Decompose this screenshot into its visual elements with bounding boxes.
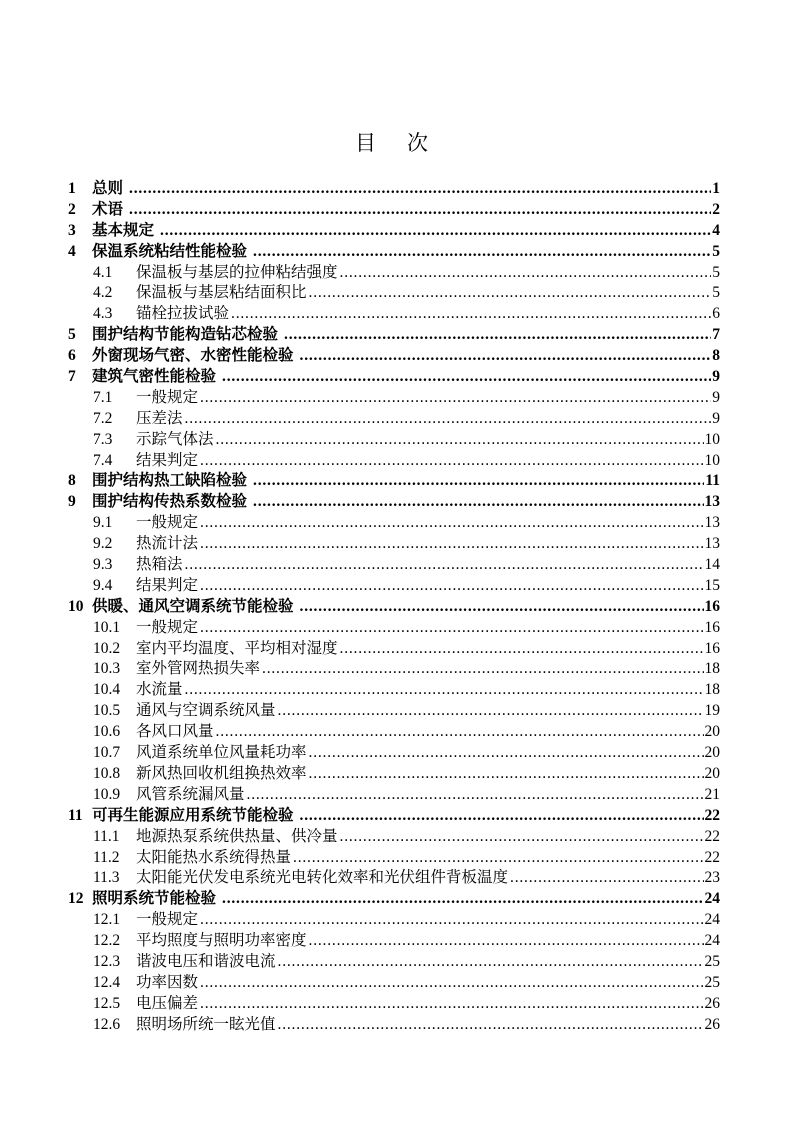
toc-entry-number: 4.2 — [93, 284, 113, 302]
toc-entry-title: 风管系统漏风量 — [136, 785, 245, 803]
toc-dot-leader — [262, 659, 703, 680]
toc-entry-page: 20 — [704, 764, 720, 782]
toc-entry-page: 22 — [704, 827, 720, 845]
toc-entry — [68, 451, 720, 472]
toc-entry-title: 太阳能光伏发电系统光电转化效率和光伏组件背板温度 — [136, 869, 509, 887]
toc-dot-leader — [200, 513, 703, 534]
toc-entry — [68, 471, 720, 492]
toc-entry-title: 一般规定 — [136, 911, 199, 929]
toc-entry-number: 11.1 — [93, 827, 120, 845]
toc-entry-number: 9.2 — [93, 535, 113, 553]
toc-entry-title: 各风口风量 — [136, 723, 214, 741]
toc-entry-number: 12.1 — [93, 911, 121, 929]
toc-entry-title: 平均照度与照明功率密度 — [136, 932, 307, 950]
toc-dot-leader — [231, 304, 711, 325]
toc-entry-page: 2 — [712, 200, 720, 218]
toc-entry-page: 9 — [712, 368, 720, 386]
toc-dot-leader — [300, 597, 704, 618]
toc-entry — [68, 659, 720, 680]
toc-entry-title: 谐波电压和谐波电流 — [136, 952, 276, 970]
toc-entry-number: 3 — [68, 221, 76, 239]
toc-entry — [68, 701, 720, 722]
toc-dot-leader — [284, 325, 711, 346]
toc-entry — [68, 722, 720, 743]
toc-entry — [68, 848, 720, 869]
toc-entry — [68, 367, 720, 388]
toc-dot-leader — [309, 743, 704, 764]
toc-dot-leader — [185, 680, 704, 701]
toc-entry-page: 10 — [704, 451, 720, 469]
toc-entry-number: 10.2 — [93, 639, 121, 657]
toc-dot-leader — [300, 806, 704, 827]
toc-entry-number: 4 — [68, 242, 76, 260]
toc-entry-page: 18 — [704, 681, 720, 699]
toc-entry-number: 9.1 — [93, 514, 113, 532]
toc-entry-number: 11 — [68, 806, 83, 824]
toc-entry-page: 9 — [712, 388, 720, 406]
toc-dot-leader — [278, 952, 704, 973]
toc-entry-title: 结果判定 — [136, 451, 199, 469]
toc-dot-leader — [160, 221, 711, 242]
toc-entry-page: 25 — [704, 952, 720, 970]
toc-entry-title: 外窗现场气密、水密性能检验 — [92, 347, 294, 365]
toc-entry — [68, 325, 720, 346]
toc-entry-page: 16 — [704, 597, 720, 615]
toc-dot-leader — [216, 722, 704, 743]
toc-entry-title: 照明系统节能检验 — [92, 890, 217, 908]
toc-entry-title: 总则 — [92, 180, 124, 197]
toc-entry-number: 1 — [68, 180, 76, 197]
toc-entry-page: 15 — [704, 576, 720, 594]
toc-entry — [68, 597, 720, 618]
toc-entry-number: 9 — [68, 493, 76, 511]
toc-dot-leader — [340, 263, 712, 284]
toc-entry — [68, 618, 720, 639]
toc-entry-page: 14 — [704, 556, 720, 574]
toc-entry — [68, 346, 720, 367]
toc-dot-leader — [293, 848, 703, 869]
toc-dot-leader — [247, 785, 704, 806]
toc-dot-leader — [200, 534, 703, 555]
toc-entry-number: 12.2 — [93, 932, 121, 950]
toc-entry-number: 9.3 — [93, 556, 113, 574]
toc-entry-number: 11.2 — [93, 848, 120, 866]
toc-dot-leader — [129, 179, 711, 200]
toc-entry-title: 一般规定 — [136, 514, 199, 532]
toc-entry-number: 8 — [68, 472, 76, 490]
toc-dot-leader — [222, 367, 711, 388]
toc-entry-title: 新风热回收机组换热效率 — [136, 764, 307, 782]
toc-entry-title: 围护结构传热系数检验 — [92, 493, 248, 511]
toc-entry-page: 22 — [704, 806, 720, 824]
toc-entry-number: 10.8 — [93, 764, 121, 782]
toc-entry-title: 术语 — [92, 200, 124, 218]
toc-entry-title: 功率因数 — [136, 973, 199, 991]
toc-entry-number: 9.4 — [93, 576, 113, 594]
toc-entry-title: 热流计法 — [136, 535, 199, 553]
toc-entry-title: 示踪气体法 — [136, 430, 214, 448]
toc-entry-number: 10.3 — [93, 660, 121, 678]
toc-entry-page: 20 — [704, 723, 720, 741]
toc-entry-number: 7 — [68, 368, 76, 386]
toc-dot-leader — [129, 200, 711, 221]
toc-entry-page: 18 — [704, 660, 720, 678]
toc-entry-page: 16 — [704, 639, 720, 657]
toc-entry — [68, 952, 720, 973]
toc-entry-number: 12.6 — [93, 1015, 121, 1033]
toc-entry — [68, 388, 720, 409]
toc-entry-page: 21 — [704, 785, 720, 803]
toc-entry — [68, 973, 720, 994]
toc-entry-title: 压差法 — [136, 409, 183, 427]
toc-entry — [68, 430, 720, 451]
toc-entry-number: 12.3 — [93, 952, 121, 970]
toc-entry-number: 12.5 — [93, 994, 121, 1012]
toc-entry-number: 2 — [68, 200, 76, 218]
toc-entry-number: 12 — [68, 890, 84, 908]
toc-entry-title: 建筑气密性能检验 — [92, 368, 217, 386]
toc-entry-page: 16 — [704, 618, 720, 636]
toc-entry-title: 保温板与基层粘结面积比 — [136, 284, 307, 302]
toc-entry-number: 10.9 — [93, 785, 121, 803]
toc-entry — [68, 555, 720, 576]
toc-entry — [68, 910, 720, 931]
toc-dot-leader — [278, 1015, 704, 1036]
toc-entry — [68, 492, 720, 513]
toc-entry — [68, 409, 720, 430]
toc-entry-title: 基本规定 — [92, 221, 155, 239]
toc-entry-title: 可再生能源应用系统节能检验 — [92, 806, 294, 824]
toc-entry — [68, 1015, 720, 1036]
toc-entry-title: 结果判定 — [136, 576, 199, 594]
toc-entry-page: 22 — [704, 848, 720, 866]
toc-entry-title: 地源热泵系统供热量、供冷量 — [136, 827, 338, 845]
toc-entry — [68, 994, 720, 1015]
toc-entry — [68, 680, 720, 701]
toc-dot-leader — [200, 618, 703, 639]
toc-dot-leader — [200, 973, 703, 994]
toc-entry-page: 13 — [704, 514, 720, 532]
toc-entry-title: 电压偏差 — [136, 994, 199, 1012]
toc-entry — [68, 827, 720, 848]
toc-dot-leader — [185, 409, 712, 430]
toc-entry-page: 24 — [704, 932, 720, 950]
toc-entry-page: 25 — [704, 973, 720, 991]
toc-dot-leader — [253, 242, 711, 263]
toc-dot-leader — [200, 910, 703, 931]
toc-dot-leader — [300, 346, 712, 367]
toc-entry-page: 5 — [712, 284, 720, 302]
toc-dot-leader — [309, 283, 712, 304]
toc-entry-title: 供暖、通风空调系统节能检验 — [92, 597, 294, 615]
toc-entry-page: 19 — [704, 702, 720, 720]
toc-dot-leader — [200, 451, 703, 472]
toc-entry-title: 保温板与基层的拉伸粘结强度 — [136, 263, 338, 281]
toc-entry — [68, 639, 720, 660]
toc-entry-page: 24 — [704, 911, 720, 929]
toc-entry-title: 通风与空调系统风量 — [136, 702, 276, 720]
toc-entry-title: 水流量 — [136, 681, 183, 699]
toc-dot-leader — [309, 931, 704, 952]
toc-entry-title: 室内平均温度、平均相对湿度 — [136, 639, 338, 657]
toc-entry — [68, 200, 720, 221]
toc-entry-number: 4.3 — [93, 305, 113, 323]
toc-entry-page: 26 — [704, 994, 720, 1012]
toc-entry — [68, 283, 720, 304]
toc-dot-leader — [340, 827, 704, 848]
toc-entry-title: 保温系统粘结性能检验 — [92, 242, 248, 260]
toc-entry-number: 6 — [68, 347, 76, 365]
toc-entry-title: 围护结构热工缺陷检验 — [92, 472, 248, 490]
toc-entry-title: 室外管网热损失率 — [136, 660, 261, 678]
toc-entry-number: 4.1 — [93, 263, 113, 281]
toc-entry — [68, 263, 720, 284]
toc-entry — [68, 242, 720, 263]
toc-entry-page: 7 — [712, 326, 720, 344]
toc-entry-title: 锚栓拉拔试验 — [136, 305, 230, 323]
toc-entry-number: 10.5 — [93, 702, 121, 720]
toc-entry-number: 7.2 — [93, 409, 113, 427]
toc-entry-number: 11.3 — [93, 869, 120, 887]
toc-entry-page: 24 — [704, 890, 720, 908]
toc-dot-leader — [309, 764, 704, 785]
toc-entry-page: 6 — [712, 305, 720, 323]
toc-entry-title: 一般规定 — [136, 388, 199, 406]
toc-entry — [68, 513, 720, 534]
toc-entry — [68, 304, 720, 325]
toc-dot-leader — [278, 701, 704, 722]
toc-dot-leader — [222, 889, 703, 910]
toc-entry-page: 26 — [704, 1015, 720, 1033]
toc-entry-page: 11 — [705, 472, 720, 490]
toc-entry-page: 1 — [712, 180, 720, 197]
toc-entry — [68, 931, 720, 952]
toc-entry-title: 围护结构节能构造钻芯检验 — [92, 326, 279, 344]
toc-dot-leader — [200, 994, 703, 1015]
toc-entry — [68, 576, 720, 597]
toc-entry-page: 5 — [712, 263, 720, 281]
toc-entry-page: 4 — [712, 221, 720, 239]
toc-entry — [68, 868, 720, 889]
toc-dot-leader — [340, 639, 704, 660]
toc-entry-page: 13 — [704, 535, 720, 553]
toc-dot-leader — [185, 555, 704, 576]
page-title: 目 次 — [355, 131, 433, 155]
toc-dot-leader — [253, 492, 703, 513]
toc-entry-number: 7.1 — [93, 388, 113, 406]
toc-dot-leader — [216, 430, 704, 451]
toc-entry-page: 10 — [704, 430, 720, 448]
toc-dot-leader — [510, 868, 703, 889]
toc-entry — [68, 534, 720, 555]
toc-entry-title: 风道系统单位风量耗功率 — [136, 744, 307, 762]
toc-entry-page: 13 — [704, 493, 720, 511]
toc-entry-number: 10.4 — [93, 681, 121, 699]
toc-entry-title: 热箱法 — [136, 556, 183, 574]
toc-entry-page: 9 — [712, 409, 720, 427]
toc-entry — [68, 889, 720, 910]
toc-list — [68, 179, 720, 1036]
toc-entry-title: 太阳能热水系统得热量 — [136, 848, 292, 866]
toc-entry-number: 10.6 — [93, 723, 121, 741]
toc-entry-number: 12.4 — [93, 973, 121, 991]
toc-entry-title: 照明场所统一眩光值 — [136, 1015, 276, 1033]
toc-entry — [68, 221, 720, 242]
toc-entry — [68, 743, 720, 764]
toc-entry-page: 8 — [712, 347, 720, 365]
toc-dot-leader — [253, 471, 704, 492]
toc-entry — [68, 785, 720, 806]
toc-entry-page: 23 — [704, 869, 720, 887]
toc-entry-page: 5 — [712, 242, 720, 260]
toc-entry-number: 7.4 — [93, 451, 113, 469]
toc-entry-page: 20 — [704, 744, 720, 762]
toc-entry-number: 7.3 — [93, 430, 113, 448]
toc-entry-number: 10 — [68, 597, 84, 615]
toc-entry-number: 10.7 — [93, 744, 121, 762]
toc-entry-number: 10.1 — [93, 618, 121, 636]
toc-entry-title: 一般规定 — [136, 618, 199, 636]
toc-dot-leader — [200, 576, 703, 597]
toc-entry-number: 5 — [68, 326, 76, 344]
toc-entry — [68, 764, 720, 785]
toc-entry — [68, 179, 720, 200]
toc-entry — [68, 806, 720, 827]
toc-dot-leader — [200, 388, 711, 409]
